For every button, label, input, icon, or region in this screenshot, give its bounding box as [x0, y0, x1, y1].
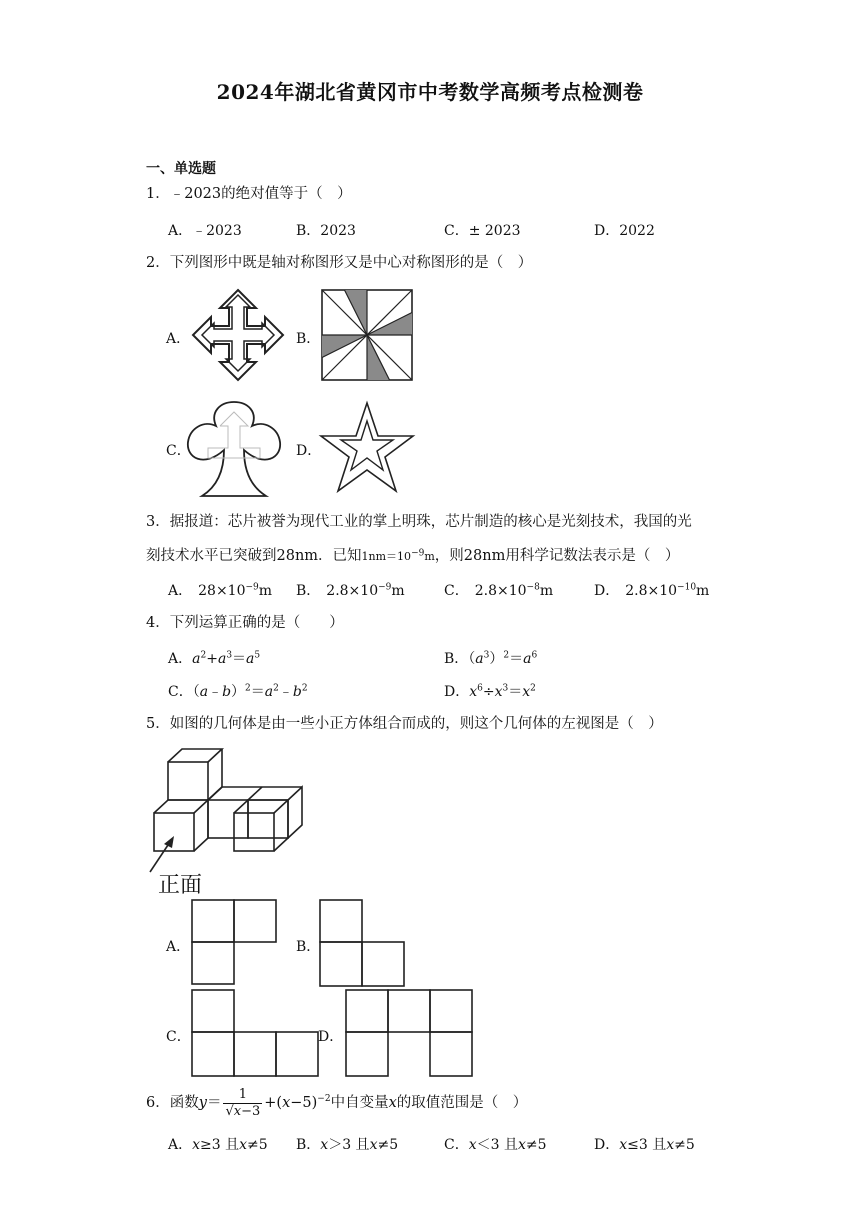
- q4-d-label: D．: [444, 684, 470, 700]
- q3-given-exp: −9: [411, 548, 425, 559]
- star-figure: [318, 400, 416, 494]
- question-2-stem: 2．下列图形中既是轴对称图形又是中心对称图形的是（ ）: [146, 255, 533, 271]
- q3-b-exp: −9: [378, 582, 392, 593]
- q6-a-label: A．: [168, 1137, 193, 1153]
- q5-option-d-label[interactable]: D．: [318, 1029, 344, 1045]
- question-3-stem-line2: [146, 546, 679, 567]
- q6-a-text: ≥3 且: [200, 1137, 240, 1153]
- q1-option-a[interactable]: A．﹣2023: [168, 223, 242, 239]
- q4-a-label: A．: [168, 651, 193, 667]
- q3-c-unit: m: [539, 583, 554, 599]
- q5-option-c-label[interactable]: C．: [166, 1029, 191, 1045]
- q6-c-text: ＜3 且: [476, 1137, 518, 1153]
- q6-option-a[interactable]: A．x≥3 且x≠5: [168, 1137, 268, 1153]
- q6-c-label: C．: [444, 1137, 469, 1153]
- club-figure: [184, 398, 284, 500]
- q3-option-c[interactable]: [444, 580, 553, 600]
- q3-a-unit: m: [258, 583, 273, 599]
- q3-d-base: 2.8×10: [625, 583, 678, 599]
- q3-d-unit: m: [696, 583, 710, 599]
- question-3-stem-line1: 3．据报道：芯片被誉为现代工业的掌上明珠，芯片制造的核心是光刻技术，我国的光: [146, 514, 692, 530]
- q2-option-a-label[interactable]: A．: [166, 331, 191, 347]
- q4-b-label: B．（: [444, 651, 476, 667]
- q3-b-base: 2.8×10: [326, 583, 379, 599]
- q6-b-tail: ≠5: [377, 1137, 399, 1153]
- section-heading: 一、单选题: [146, 161, 216, 177]
- q1-option-b[interactable]: B．2023: [296, 223, 356, 239]
- q6-d-tail: ≠5: [674, 1137, 695, 1153]
- question-1-stem: 1．﹣2023的绝对值等于（ ）: [146, 186, 352, 202]
- q3-a-label: A．: [168, 583, 193, 599]
- q5-option-a-label[interactable]: A．: [166, 939, 191, 955]
- q1-option-d[interactable]: D．2022: [594, 223, 655, 239]
- q6-text-b: 中自变量: [330, 1095, 389, 1111]
- q1-option-c[interactable]: C．± 2023: [444, 223, 521, 239]
- q5-option-c-view[interactable]: [190, 988, 322, 1078]
- q3-given: [362, 550, 435, 563]
- q4-option-c[interactable]: C．$(a﹣b)^2=a^2﹣b^2$: [168, 683, 308, 700]
- q2-option-b-label[interactable]: B．: [296, 331, 321, 347]
- q3-c-base: 2.8×10: [474, 583, 527, 599]
- q6-option-d[interactable]: D．x≤3 且x≠5: [594, 1137, 695, 1153]
- q6-d-text: ≤3 且: [627, 1137, 667, 1153]
- q6-b-text: ＞3 且: [328, 1137, 370, 1153]
- q3-d-exp: −10: [677, 582, 697, 593]
- page-title: 2024年湖北省黄冈市中考数学高频考点检测卷: [216, 80, 644, 104]
- q3-c-label: C．: [444, 583, 469, 599]
- q6-option-c[interactable]: C．x＜3 且x≠5: [444, 1137, 547, 1153]
- q6-a-tail: ≠5: [247, 1137, 268, 1153]
- q6-fraction: $\frac{1}{√x-3}$: [225, 1086, 261, 1119]
- q6-text-c: 的取值范围是（ ）: [396, 1095, 528, 1111]
- q3-c-exp: −8: [526, 582, 540, 593]
- pinwheel-figure: [320, 288, 414, 382]
- q5-option-d-view[interactable]: [344, 988, 476, 1078]
- q3-b-unit: m: [391, 583, 405, 599]
- q3-option-d[interactable]: [594, 580, 709, 600]
- q6-c-tail: ≠5: [525, 1137, 547, 1153]
- q6-b-label: B．: [296, 1137, 321, 1153]
- q2-option-c-label[interactable]: C．: [166, 443, 191, 459]
- q5-option-b-view[interactable]: [318, 898, 408, 988]
- q2-option-d-label[interactable]: D．: [296, 443, 322, 459]
- q4-option-d[interactable]: D．$x^6\div x^3=x^2$: [444, 683, 536, 700]
- q5-option-a-view[interactable]: [190, 898, 280, 986]
- q5-option-b-label[interactable]: B．: [296, 939, 321, 955]
- question-4-stem: 4．下列运算正确的是（ ）: [146, 615, 344, 631]
- q3-option-b[interactable]: [296, 580, 405, 600]
- q3-a-exp: −9: [245, 582, 259, 593]
- q6-text-a: 6．函数: [146, 1095, 199, 1111]
- q6-d-label: D．: [594, 1137, 620, 1153]
- question-6-stem: 6．函数y＝ $\frac{1}{√x-3}$ $+(x-5)^{-2}$中自变量x的取值范围是（ ）: [146, 1086, 528, 1119]
- q3-text-d: ，则28nm用科学记数法表示是（ ）: [434, 548, 680, 564]
- q3-option-a[interactable]: [168, 580, 272, 600]
- q3-given-base: 1nm＝10: [361, 550, 412, 563]
- q3-a-base: 28×10: [198, 583, 246, 599]
- question-5-stem: 5．如图的几何体是由一些小正方体组合而成的，则这个几何体的左视图是（ ）: [146, 716, 663, 732]
- q3-b-label: B．: [296, 583, 321, 599]
- q4-c-label: C．（: [168, 684, 200, 700]
- q6-option-b[interactable]: B．x＞3 且x≠5: [296, 1137, 399, 1153]
- q3-d-label: D．: [594, 583, 620, 599]
- q4-option-b[interactable]: B．$(a^3)^2=a^6$: [444, 650, 538, 667]
- q3-given-unit: m: [424, 550, 435, 563]
- four-way-arrow-figure: [190, 288, 286, 382]
- q4-option-a[interactable]: A．$a^2+a^3=a^5$: [168, 650, 261, 667]
- q3-text-a: 刻技术水平已突破到28nm．已知: [146, 548, 362, 564]
- front-label: 正面: [158, 873, 203, 898]
